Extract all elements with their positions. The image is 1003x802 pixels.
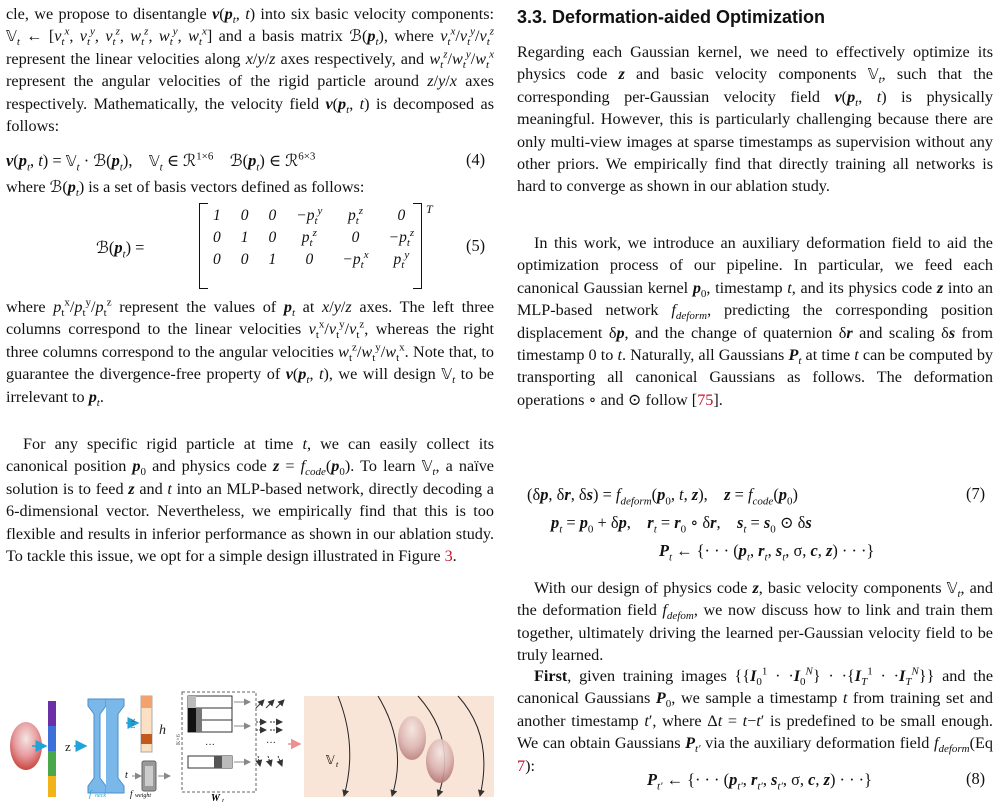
velocity-field-panel	[304, 696, 494, 797]
equation-7-link[interactable]: 7	[517, 756, 526, 775]
right-paragraph-3: With our design of physics code z, basic velocity components 𝕍$_t$, and the deformation field $f_{defom}$, we now discuss how to link and train them together, ultimately driving the learned per-Gaussian velocity field to be truly learned.	[517, 579, 994, 665]
left-paragraph-1: cle, we propose to disentangle $v(p_t$, t) into six basic velocity components: 𝕍$_t$ ← [$v_t^x$, $v_t^y$, $v_t^z$, $w_t^z$, $w_t^y$, $w_t^x$] and a basis matrix $ℬ(p_t)$, where $v_t^x/v_t^y/v_t^z$ represent the linear velocities along x/y/z axes respectively, and $w_t^z/w_t^y/w_t^x$ represent the angular velocities of the rigid particle around z/y/x axes respectively. Mathematically, the velocity field $v(p_t$, t) is decomposed as follows:	[6, 5, 495, 136]
right-paragraph-4: First, given training images $\{\{I_0^1 \cdot \cdot I_0^N\} \cdot \cdot\{I_T^1 \cdot \cdot I_T^N\}\}$ and the canonical Gaussians $P_0$, we sample a timestamp t from training set and another timestamp t′, where Δt = t−t′ is predefined to be small enough. We can obtain Gaussians $P_{t'}$ via the auxiliary deformation field $f_{deform}(Eq$ 7):	[517, 665, 994, 775]
left-paragraph-3: For any specific rigid particle at time t, we can easily collect its canonical position $p_0$ and physics code $z = f_{code}(p_0)$. To learn 𝕍$_t$, a naïve solution is to feed z and t into an MLP-based network, directly decoding a 6-dimensional vector. Nevertheless, we empirically find that this is too flexible and results in inferior performance as shown in our ablation study. To tackle this issue, we opt for a simple design illustrated in Figure 3.	[6, 435, 495, 566]
svg-text:t: t	[336, 760, 339, 769]
basis-matrix: 1 0 0 $-p_t^y$ $p_t^z$ 0 0 1 0 $p_t^z$ 0 $-p_t^z$ 0 0 1 0 $-p_t^x$ $p_t^y$	[213, 204, 415, 272]
equation-7-number: (7)	[966, 484, 986, 503]
equation-7-line-2: $p_t = p_0 + \delta p$, $r_t = r_0$ ∘ δr, $s_t = s_0$ ⊙ δs	[551, 513, 812, 536]
left-paragraph-2: where $p_t^x/p_t^y/p_t^z$ represent the values of $p_t$ at x/y/z axes. The left three columns correspond to the linear velocities $v_t^x/v_t^y/v_t^z$, whereas the right three columns correspond to the angular velocities $w_t^z/w_t^y/w_t^x$. Note that, to guarantee the divergence-free property of $v(p_t$, t), we will design 𝕍$_t$ to be irrelevant to $p_t$.	[6, 296, 495, 409]
svg-text:W: W	[211, 793, 220, 802]
svg-text:···: ···	[266, 738, 276, 749]
svg-text:t: t	[222, 797, 224, 802]
code-bar-green	[48, 751, 56, 776]
svg-text:K×6: K×6	[176, 734, 182, 745]
matrix-right-bracket	[413, 203, 422, 289]
equation-5-number: (5)	[466, 236, 486, 255]
svg-text:f: f	[89, 789, 92, 799]
z-label: z	[65, 739, 71, 754]
f-neck-network	[88, 699, 124, 793]
transpose-sup: T	[426, 202, 433, 216]
right-paragraph-1: Regarding each Gaussian kernel, we need to effectively optimize its physics code z and basic velocity components 𝕍$_t$, such that the corresponding per-Gaussian velocity field $v(p_t$, t) is physically meaningful. However, this is particularly challenging because there are only multi-view images at sparse timestamps as supervision without any other priors. We empirically find that directly training all networks is hard to converge as shown in our ablation study.	[517, 43, 993, 196]
right-paragraph-2: In this work, we introduce an auxiliary deformation field to aid the optimization process of our pipeline. In particular, we feed each canonical Gaussian kernel $p_0$, timestamp t, and its physics code z into an MLP-based network $f_{deform}$, predicting the corresponding position displacement δp, and the change of quaternion δr and scaling δs from timestamp 0 to t. Naturally, all Gaussians $P_t$ at time t can be computed by transporting all canonical Gaussians as follows. The deformation operations ∘ and ⊙ follow [75].	[517, 234, 994, 409]
basis-flow-icons	[256, 700, 284, 766]
weight-matrix-rows	[188, 696, 232, 768]
equation-4: $v(p_t$, t) = 𝕍$_t$ · $ℬ(p_t)$, 𝕍$_t$ ∈ ℛ$^{1\times 6}$ $ℬ(p_t)$ ∈ ℛ$^{6\times 3}$	[6, 150, 316, 174]
moving-gaussian-2	[426, 739, 454, 783]
svg-text:f: f	[130, 789, 133, 799]
svg-text:t: t	[125, 770, 128, 781]
first-bold: First	[534, 667, 568, 685]
equation-8-number: (8)	[966, 769, 986, 788]
svg-text:h: h	[159, 723, 166, 738]
equation-7-line-1: (δp, δr, $\delta s) = f_{deform}(p_0$, t, z), $z = f_{code}(p_0)$	[527, 485, 798, 508]
svg-text:···: ···	[205, 740, 215, 751]
equation-4-number: (4)	[466, 150, 486, 169]
figure-3-diagram	[8, 596, 494, 802]
svg-text:weight: weight	[135, 793, 151, 799]
equation-7-line-3: $P_t$ ← {· · · ($p_t$, $r_t$, $s_t$, σ, c, z) · · ·}	[659, 541, 875, 564]
code-bar-blue	[48, 726, 56, 751]
code-bar-purple	[48, 701, 56, 726]
equation-8: $P_{t'}$ ← {· · · ($p_{t'}$, $r_{t'}$, $s_{t'}$, σ, c, z) · · ·}	[647, 770, 872, 793]
code-bar-yellow	[48, 776, 56, 797]
citation-75-link[interactable]: 75	[697, 390, 714, 409]
figure-3-link[interactable]: 3	[444, 547, 453, 566]
svg-text:1×K: 1×K	[131, 718, 137, 729]
basis-intro: where $ℬ(p_t)$ is a set of basis vectors defined as follows:	[6, 178, 365, 200]
moving-gaussian-1	[398, 716, 426, 760]
figure-3	[8, 596, 494, 802]
equation-5-lhs: $ℬ(p_t)$ =	[96, 238, 145, 261]
svg-text:𝕍: 𝕍	[326, 753, 335, 767]
section-title: 3.3. Deformation-aided Optimization	[517, 7, 826, 27]
svg-text:neck: neck	[95, 793, 106, 799]
